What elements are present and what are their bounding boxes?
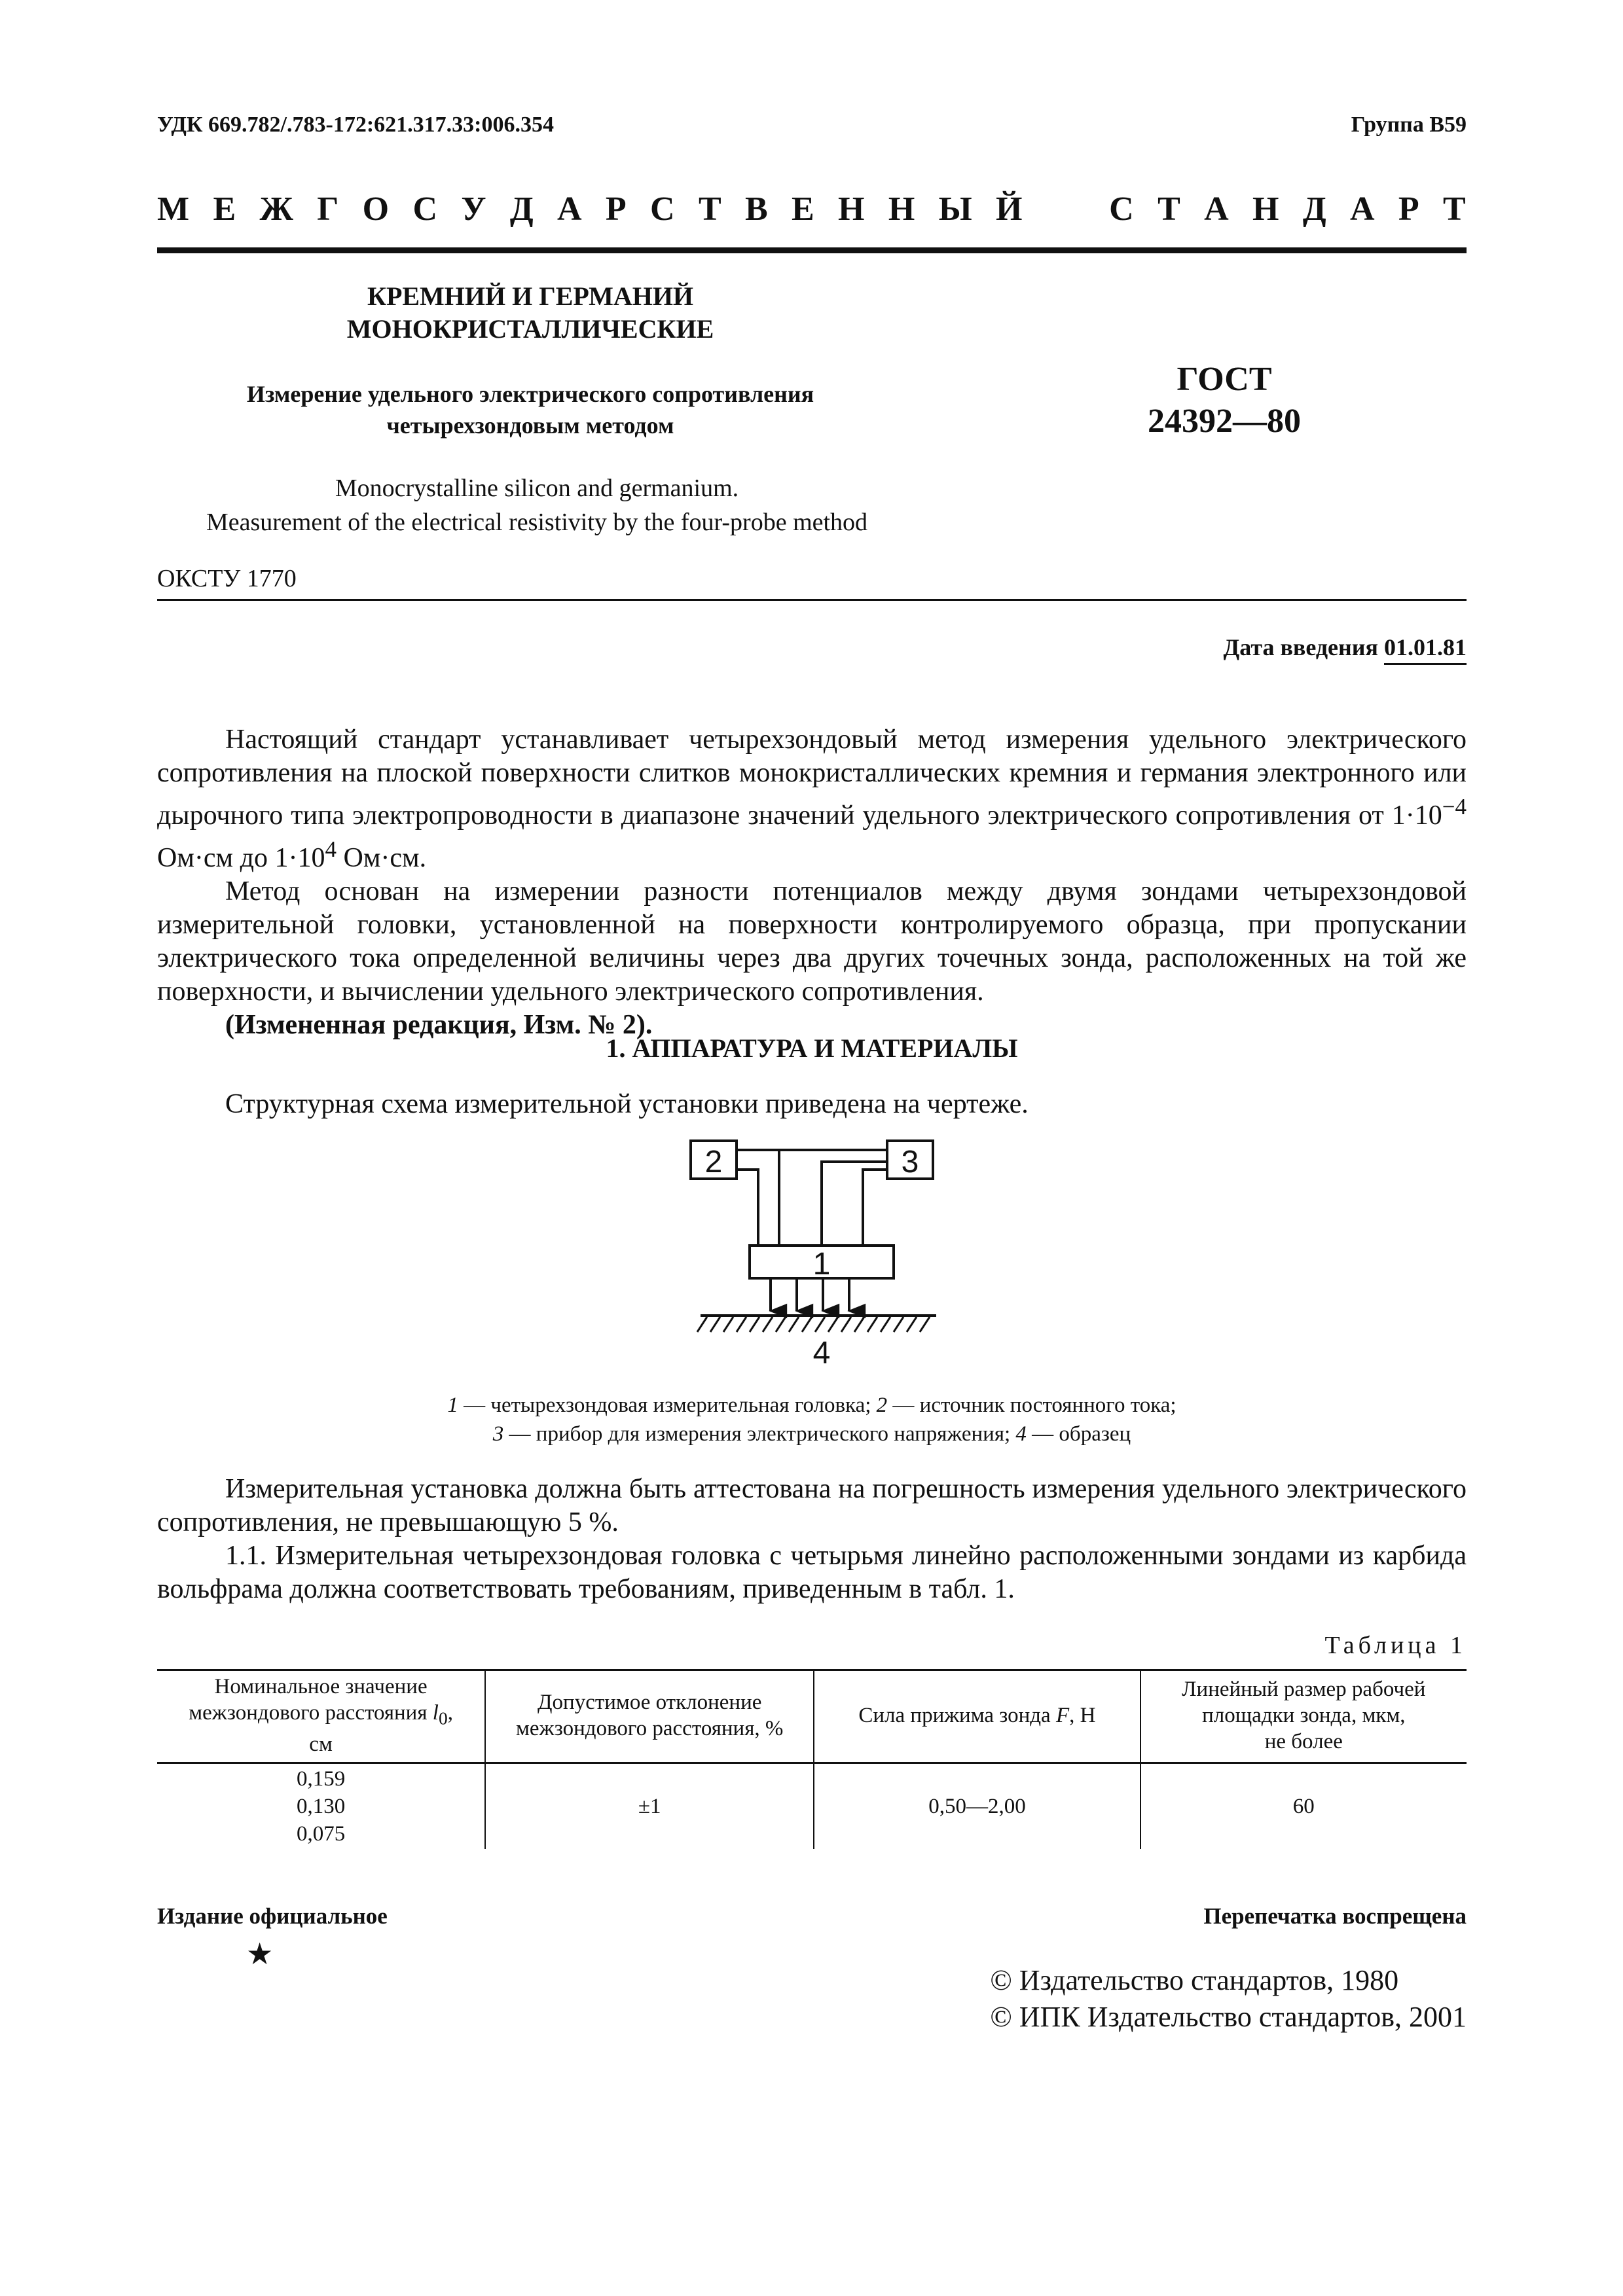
header-line: см: [309, 1732, 333, 1757]
label-4: 4: [812, 1336, 831, 1371]
cell-value: 0,159: [296, 1767, 346, 1791]
banner-letter: Ы: [938, 190, 972, 228]
okstu-rule: [157, 599, 1467, 601]
banner-letter: Ж: [259, 190, 293, 228]
banner-letter: А: [1349, 190, 1375, 228]
date-label: Дата введения: [1223, 634, 1378, 660]
date-value: 01.01.81: [1384, 634, 1467, 665]
banner-letter: У: [461, 190, 486, 228]
english-line: Monocrystalline silicon and germanium.: [335, 475, 739, 502]
gost-code: 24392—80: [1148, 403, 1301, 440]
group-code: Группа В59: [1351, 113, 1467, 137]
banner-letter: Н: [888, 190, 915, 228]
header-text: Сила прижима зонда: [858, 1704, 1056, 1727]
star-icon: ★: [246, 1937, 274, 1971]
caption-line: [157, 1420, 1467, 1448]
banner-letter: Й: [996, 190, 1023, 228]
cell-value: 0,075: [296, 1822, 346, 1846]
wire: [863, 1170, 887, 1246]
caption-number: 2: [876, 1393, 888, 1417]
banner-rule: [157, 247, 1467, 253]
banner-gap: [1046, 190, 1085, 228]
header-text: , Н: [1069, 1704, 1096, 1727]
column-header: [485, 1669, 814, 1763]
cell-value: 0,130: [296, 1795, 346, 1818]
table-cell: ±1: [485, 1763, 814, 1850]
label-1: 1: [812, 1247, 831, 1282]
diagram-caption: [157, 1391, 1467, 1448]
table-cell: 60: [1140, 1763, 1467, 1850]
copyright-line: © Издательство стандартов, 1980: [990, 1964, 1399, 1996]
subtitle-line: Измерение удельного электрического сопротивления: [246, 381, 814, 407]
header-text: межзондового расстояния: [189, 1700, 433, 1725]
banner-letter: Т: [1442, 190, 1466, 228]
wire: [737, 1170, 758, 1246]
table-cell: [157, 1763, 485, 1850]
header-text: ,: [447, 1700, 453, 1725]
banner-letter: С: [650, 190, 675, 228]
header-line: Номинальное значение: [214, 1674, 428, 1698]
banner-letter: В: [744, 190, 768, 228]
banner-letter: Т: [1158, 190, 1180, 228]
header-line: Линейный размер рабочей: [1182, 1677, 1426, 1701]
banner-letter: С: [1109, 190, 1134, 228]
header-line: межзондового расстояния, %: [516, 1717, 784, 1740]
gost-label: ГОСТ: [1176, 361, 1272, 398]
banner-letter: О: [362, 190, 390, 228]
paragraph: Метод основан на измерении разности потенциалов между двумя зондами четырехзондовой измерительной головки, установленной на поверхности контролируемого образца, при пропускании электрического тока определенной величины через два других точечных зонда, расположенных на той же поверхности, и вычислении удельного электрического сопротивления.: [157, 876, 1467, 1007]
subtitle-line: четырехзондовым методом: [386, 412, 674, 439]
requirements-text: [157, 1473, 1467, 1606]
sample-hatching: [697, 1317, 930, 1332]
doc-subtitle: [157, 378, 903, 441]
amendment-note: (Измененная редакция, Изм. № 2).: [225, 1010, 653, 1040]
banner-letter: А: [557, 190, 582, 228]
column-header: [157, 1669, 485, 1763]
caption-line: [157, 1391, 1467, 1420]
english-line: Measurement of the electrical resistivity by the four-probe method: [206, 509, 868, 536]
header-line: [162, 1700, 479, 1732]
exponent: 4: [325, 836, 337, 862]
banner-letter: С: [412, 190, 438, 228]
table-label: Таблица 1: [1324, 1632, 1467, 1659]
section-heading: 1. АППАРАТУРА И МАТЕРИАЛЫ: [606, 1033, 1018, 1063]
banner-letter: Н: [1252, 190, 1279, 228]
caption-text: — образец: [1026, 1422, 1131, 1446]
column-header: [814, 1669, 1140, 1763]
banner-letter: Г: [317, 190, 339, 228]
banner-letter: Е: [213, 190, 236, 228]
intro-text: [157, 723, 1467, 1042]
udk-code: УДК 669.782/.783-172:621.317.33:006.354: [157, 113, 554, 137]
reprint-prohibited: Перепечатка воспрещена: [1203, 1903, 1467, 1929]
caption-text: — прибор для измерения электрического напряжения;: [503, 1422, 1016, 1446]
caption-number: 1: [447, 1393, 458, 1417]
paragraph: [157, 723, 1467, 875]
copyright-block: [990, 1962, 1467, 2036]
copyright-line: © ИПК Издательство стандартов, 2001: [990, 2001, 1467, 2033]
header-line: не более: [1264, 1730, 1343, 1753]
title-line: КРЕМНИЙ И ГЕРМАНИЙ: [367, 281, 694, 311]
official-edition: Издание официальное: [157, 1903, 388, 1929]
measurement-schematic: [674, 1136, 962, 1391]
banner-letter: М: [157, 190, 190, 228]
paragraph: Измерительная установка должна быть аттестована на погрешность измерения удельного электрического сопротивления, не превышающую 5 %.: [157, 1474, 1467, 1537]
header-line: Допустимое отклонение: [538, 1691, 762, 1714]
paragraph-text: Ом·см до 1·10: [157, 843, 325, 873]
variable: F: [1055, 1704, 1070, 1727]
doc-title: [157, 280, 903, 346]
english-title: [157, 471, 917, 539]
column-header: [1140, 1669, 1467, 1763]
banner-letter: Д: [1302, 190, 1326, 228]
title-line: МОНОКРИСТАЛЛИЧЕСКИЕ: [346, 314, 714, 344]
table-cell: 0,50—2,00: [814, 1763, 1140, 1850]
banner-letter: Р: [605, 190, 627, 228]
gost-number: [1061, 359, 1388, 442]
probe-requirements-table: [157, 1669, 1467, 1849]
paragraph-text: Ом·см.: [336, 843, 427, 873]
banner-letter: А: [1204, 190, 1229, 228]
intro-date: [1224, 634, 1467, 661]
caption-text: — четырехзондовая измерительная головка;: [458, 1393, 877, 1417]
wire: [822, 1162, 887, 1246]
table-row: [157, 1763, 1467, 1850]
exponent: −4: [1442, 794, 1467, 819]
schema-text: Структурная схема измерительной установки приведена на чертеже.: [225, 1089, 1029, 1119]
banner-letter: Н: [838, 190, 865, 228]
label-3: 3: [901, 1145, 919, 1179]
variable: l: [432, 1700, 439, 1725]
paragraph-text: Настоящий стандарт устанавливает четырехзондовый метод измерения удельного электрического сопротивления на плоской поверхности слитков монокристаллических кремния и германия электронного или дырочного типа электропроводности в диапазоне значений удельного электрического сопротивления от 1·10: [157, 725, 1467, 831]
banner-letter: Р: [1398, 190, 1419, 228]
caption-text: — источник постоянного тока;: [887, 1393, 1176, 1417]
banner-letter: Е: [792, 190, 814, 228]
label-2: 2: [704, 1145, 723, 1179]
standard-banner: [157, 190, 1466, 228]
banner-letter: Д: [509, 190, 534, 228]
banner-letter: Т: [698, 190, 721, 228]
okstu-code: ОКСТУ 1770: [157, 565, 297, 592]
table-header-row: [157, 1669, 1467, 1763]
subscript: 0: [438, 1708, 448, 1729]
caption-number: 3: [492, 1422, 504, 1446]
paragraph: 1.1. Измерительная четырехзондовая головка с четырьмя линейно расположенными зондами из карбида вольфрама должна соответствовать требованиям, приведенным в табл. 1.: [157, 1541, 1467, 1604]
caption-number: 4: [1015, 1422, 1027, 1446]
header-line: площадки зонда, мкм,: [1202, 1704, 1406, 1727]
